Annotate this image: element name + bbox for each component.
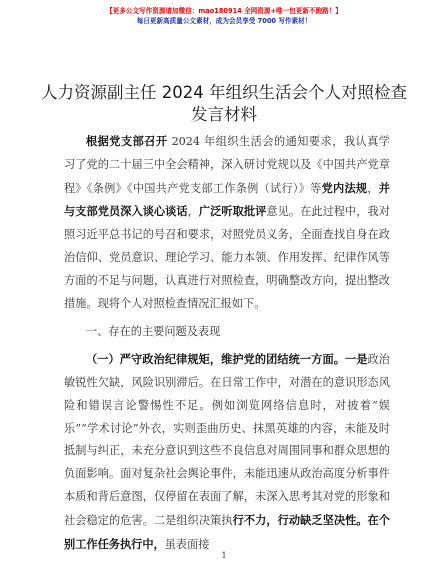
banner-line-red: 【更多公文写作资源请加微信：mao180914 全网资源+唯一包更新不跑路！】 <box>106 7 342 15</box>
intro-paragraph <box>64 130 390 315</box>
subsection-label: （一） <box>86 352 120 367</box>
document-title: 人力资源副主任 2024 年组织生活会个人对照检查发言材料 <box>41 83 407 124</box>
subsection-bold-tail: 行不力，行动缺乏坚决性。在个别工作任务执行中， <box>64 512 390 551</box>
intro-bold-2: 党内法规 <box>321 180 368 195</box>
intro-bold-1: 根据党支部召开 <box>86 134 168 148</box>
subsection-tail: 虽表面接 <box>164 537 210 551</box>
intro-text-2: ， <box>367 181 379 195</box>
banner-line-blue: 每日更新高质量公文素材，成为会员享受 7000 写作素材！ <box>136 17 312 25</box>
page-number: 1 <box>221 551 227 560</box>
subsection-lead: 一是 <box>344 352 368 367</box>
intro-bold-3: 并与支部党员深入谈心谈话 <box>64 180 390 219</box>
document-body <box>64 130 390 556</box>
intro-bold-4: 广泛听取批评 <box>198 204 267 219</box>
intro-text-4: 意见。在此过程中，我对照习近平总书记的号召和要求，对照党员义务，全面查找自身在政治信仰、党员意识、理论学习、能力本领、作用发挥、纪律作风等方面的不足与问题，认真进行对照检查，明确整改方向，提出整改措施。现将个人对照检查情况汇报如下。 <box>64 205 390 310</box>
subsection-text: 政治敏锐性欠缺，风险识别滞后。在日常工作中，对潜在的意识形态风险和错误言论警惕性不足。例如浏览网络信息时，对披着“娱乐”“学术讨论”外衣，实则歪曲历史、抹黑英雄的内容，未能及时抵制与纠正，未充分意识到这些不良信息对周围同事和群众思想的负面影响。面对复杂社会舆论事件，未能迅速从政治高度分析事件本质和背后意图，仅停留在表面了解，未深入思考其对党的形象和社会稳定的危害。二是组织决策执 <box>64 353 390 527</box>
intro-text-3: ， <box>187 205 199 219</box>
intro-text-1: 2024 年组织生活会的通知要求，我认真学习了党的二十届三中全会精神，深入研讨党规以及《中国共产党章程》《条例》《中国共产党支部工作条例（试行）》等 <box>64 135 390 195</box>
section-heading: 一、存在的主要问题及表现 <box>86 325 221 339</box>
header-banner <box>0 6 448 26</box>
subsection-title: 严守政治纪律规矩，维护党的团结统一方面。 <box>119 352 345 367</box>
subsection-paragraph <box>64 348 390 556</box>
